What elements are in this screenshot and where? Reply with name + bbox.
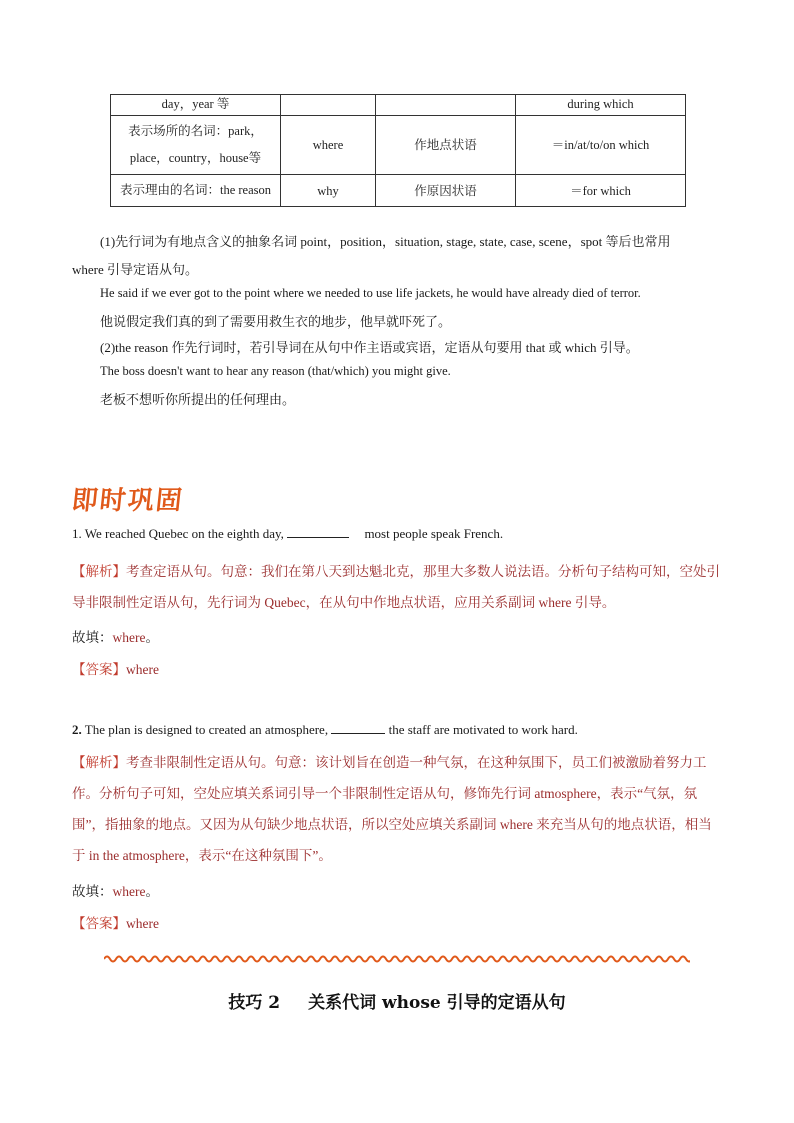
question-2-blank (331, 733, 385, 734)
question-2-analysis (72, 747, 720, 871)
analysis-tag: 【解析】 (72, 755, 126, 770)
question-2 (72, 722, 578, 738)
example-1-english: He said if we ever got to the point where we needed to use life jackets, he would have already died of terror. (100, 286, 641, 300)
table-cell: 表示场所的名词：park，place，country，house等 (111, 116, 281, 175)
analysis-tag: 【解析】 (72, 564, 126, 579)
answer-tag: 【答案】 (72, 916, 126, 931)
fill-label: 故填： (72, 884, 113, 899)
analysis-text: 考查非限制性定语从句。句意：该计划旨在创造一种气氛，在这种氛围下，员工们被激励着努力工作。分析句子可知，空处应填关系词引导一个非限制性定语从句，修饰先行词 atmosphere，表示“气氛，氛围”，指抽象的地点。又因为从句缺少地点状语，所以空处应填关系副词 where 来充当从句的地点状语，相当于 in the atmosphere，表示“在这种氛围下”。 (72, 755, 712, 863)
table-cell: day，year 等 (111, 95, 281, 116)
question-1 (72, 526, 503, 542)
table-row (111, 175, 686, 207)
question-1-answer (72, 658, 159, 678)
table-cell: 表示理由的名词：the reason (111, 175, 281, 207)
fill-value: where (112, 630, 146, 645)
table-row (111, 116, 686, 175)
relative-adverb-table (110, 94, 686, 207)
table-row (111, 95, 686, 116)
table-cell (376, 95, 516, 116)
fill-end: 。 (145, 884, 159, 899)
example-2-chinese: 老板不想听你所提出的任何理由。 (100, 392, 296, 407)
table-cell (281, 95, 376, 116)
table-cell: where (281, 116, 376, 175)
table-cell: during which (516, 95, 686, 116)
fill-end: 。 (145, 630, 159, 645)
note-1-line-1: (1)先行词为有地点含义的抽象名词 point，position，situation, stage, state, case, scene，spot 等后也常用 (100, 234, 671, 249)
skill-title (0, 988, 794, 1013)
question-1-text-before: 1. We reached Quebec on the eighth day, (72, 526, 288, 541)
question-1-fill (72, 626, 159, 646)
question-2-text-before: The plan is designed to created an atmosphere, (81, 722, 332, 737)
question-1-analysis (72, 556, 720, 618)
note-2: (2)the reason 作先行词时，若引导词在从句中作主语或宾语，定语从句要用 that 或 which 引导。 (100, 340, 639, 355)
table-cell: ＝in/at/to/on which (516, 116, 686, 175)
note-1-line-2: where 引导定语从句。 (72, 262, 199, 277)
section-title: 即时巩固 (70, 486, 186, 516)
analysis-text: 考查定语从句。句意：我们在第八天到达魁北克，那里大多数人说法语。分析句子结构可知，空处引导非限制性定语从句，先行词为 Quebec，在从句中作地点状语，应用关系副词 where 引导。 (72, 564, 720, 610)
fill-label: 故填： (72, 630, 113, 645)
example-1-chinese: 他说假定我们真的到了需要用救生衣的地步，他早就吓死了。 (100, 314, 452, 329)
fill-value: where (112, 884, 146, 899)
table-cell: ＝for which (516, 175, 686, 207)
answer-tag: 【答案】 (72, 662, 126, 677)
question-2-text-after: the staff are motivated to work hard. (385, 722, 578, 737)
question-2-number: 2. (72, 722, 82, 737)
skill-heading: 关系代词 whose 引导的定语从句 (308, 993, 566, 1013)
table-cell: 作地点状语 (376, 116, 516, 175)
question-2-fill (72, 880, 159, 900)
answer-value: where (126, 662, 159, 677)
wave-divider (104, 953, 690, 965)
question-1-blank (287, 537, 349, 538)
example-2-english: The boss doesn't want to hear any reason (that/which) you might give. (100, 364, 451, 378)
answer-value: where (126, 916, 159, 931)
skill-label: 技巧 2 (228, 993, 281, 1013)
table-cell: 作原因状语 (376, 175, 516, 207)
question-1-text-after: most people speak French. (361, 526, 504, 541)
table-cell: why (281, 175, 376, 207)
question-2-answer (72, 912, 159, 932)
